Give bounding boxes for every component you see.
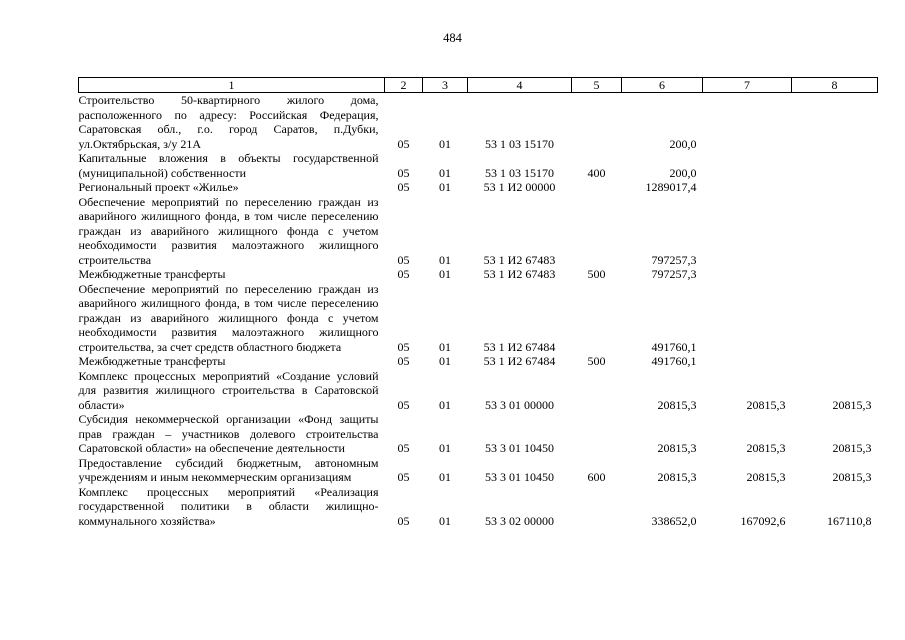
subsection-code: 01 [439, 441, 451, 455]
item-name: Обеспечение мероприятий по переселению граждан из аварийного жилищного фонда, в том числе переселению граждан из аварийного жилищного фонда с учетом необходимости развития малоэтажного жилищного строительства [78, 194, 379, 267]
target-article-code: 53 1 И2 67483 [483, 267, 556, 281]
section-code: 05 [397, 513, 410, 528]
column-header: 8 [792, 78, 878, 93]
amount-col7 [703, 180, 792, 195]
amount-col8: 20815,3 [832, 470, 872, 484]
amount-col8: 20815,3 [832, 441, 872, 455]
expense-type-code [572, 412, 622, 456]
budget-table [78, 77, 878, 528]
column-header: 7 [703, 78, 792, 93]
amount-col7: 20815,3 [746, 441, 786, 455]
table-header-row [79, 78, 878, 93]
section-code: 05 [397, 354, 410, 368]
target-article-code: 53 1 И2 67484 [483, 339, 556, 354]
section-code: 05 [397, 397, 410, 412]
expense-type-code [572, 93, 622, 152]
item-name: Комплекс процессных мероприятий «Реализация государственной политики в области жилищно-коммунального хозяйства» [78, 484, 379, 528]
amount-col6: 797257,3 [651, 267, 697, 281]
amount-col6: 200,0 [669, 165, 697, 180]
amount-col8 [792, 195, 878, 268]
item-name: Межбюджетные трансферты [78, 354, 226, 368]
section-code: 05 [397, 441, 410, 455]
expense-type-code [572, 282, 622, 355]
table-row [79, 195, 878, 268]
amount-col7: 167092,6 [740, 513, 786, 528]
section-code: 05 [397, 252, 410, 267]
section-code: 05 [397, 165, 410, 180]
column-header: 3 [423, 78, 468, 93]
table-row [79, 93, 878, 152]
target-article-code: 53 1 03 15170 [485, 136, 554, 151]
target-article-code: 53 3 01 00000 [485, 397, 554, 412]
subsection-code: 01 [439, 180, 451, 194]
amount-col8 [792, 180, 878, 195]
amount-col6: 20815,3 [657, 397, 697, 412]
amount-col6: 491760,1 [651, 354, 697, 368]
table-row [79, 412, 878, 456]
target-article-code: 53 3 02 00000 [485, 513, 554, 528]
amount-col7: 20815,3 [746, 470, 786, 484]
section-code: 05 [397, 180, 410, 194]
amount-col7: 20815,3 [746, 397, 786, 412]
section-code: 05 [397, 136, 410, 151]
item-name: Капитальные вложения в объекты государственной (муниципальной) собственности [78, 151, 379, 180]
expense-type-code: 500 [587, 267, 606, 281]
amount-col7 [703, 267, 792, 282]
expense-type-code: 500 [587, 354, 606, 368]
amount-col8: 167110,8 [826, 513, 872, 528]
column-header: 1 [79, 78, 385, 93]
expense-type-code [572, 180, 622, 195]
column-header: 2 [385, 78, 423, 93]
item-name: Строительство 50-квартирного жилого дома, расположенного по адресу: Российская Федерация, Саратовская обл., г.о. город Саратов, п.Дубки, ул.Октябрьская, з/у 21А [78, 93, 379, 151]
amount-col6: 797257,3 [651, 252, 697, 267]
section-code: 05 [397, 339, 410, 354]
page-number: 484 [443, 31, 462, 45]
target-article-code: 53 1 И2 67484 [483, 354, 556, 368]
amount-col7 [703, 93, 792, 152]
amount-col6: 338652,0 [651, 513, 697, 528]
table-row [79, 369, 878, 413]
subsection-code: 01 [439, 165, 451, 180]
expense-type-code: 600 [587, 470, 606, 484]
subsection-code: 01 [439, 339, 451, 354]
amount-col6: 1289017,4 [645, 180, 697, 194]
amount-col8 [792, 151, 878, 180]
amount-col6: 491760,1 [651, 339, 697, 354]
amount-col7 [703, 282, 792, 355]
amount-col8: 20815,3 [832, 397, 872, 412]
target-article-code: 53 3 01 10450 [485, 441, 554, 455]
target-article-code: 53 1 И2 00000 [483, 180, 556, 194]
amount-col7 [703, 354, 792, 369]
item-name: Региональный проект «Жилье» [78, 180, 239, 194]
table-row [79, 354, 878, 369]
amount-col6: 20815,3 [657, 470, 697, 484]
amount-col8 [792, 267, 878, 282]
subsection-code: 01 [439, 136, 451, 151]
column-header: 4 [468, 78, 572, 93]
section-code: 05 [397, 470, 410, 484]
item-name: Межбюджетные трансферты [78, 267, 226, 281]
item-name: Комплекс процессных мероприятий «Создание условий для развития жилищного строительства в Саратовской области» [78, 368, 379, 412]
table-row [79, 282, 878, 355]
table-row [79, 180, 878, 195]
expense-type-code [572, 369, 622, 413]
amount-col8 [792, 354, 878, 369]
subsection-code: 01 [439, 397, 451, 412]
item-name: Субсидия некоммерческой организации «Фонд защиты прав граждан – участников долевого строительства Саратовской области» на обеспечение деятельности [78, 412, 379, 455]
target-article-code: 53 1 И2 67483 [483, 252, 556, 267]
item-name: Предоставление субсидий бюджетным, автономным учреждениям и иным некоммерческим организациям [78, 455, 379, 484]
amount-col6: 20815,3 [657, 441, 697, 455]
table-row [79, 151, 878, 180]
table-row [79, 267, 878, 282]
expense-type-code [572, 485, 622, 529]
table-row [79, 456, 878, 485]
column-header: 5 [572, 78, 622, 93]
subsection-code: 01 [439, 354, 451, 368]
table-body [79, 93, 878, 529]
item-name: Обеспечение мероприятий по переселению граждан из аварийного жилищного фонда, в том числе переселению граждан из аварийного жилищного фонда с учетом необходимости развития малоэтажного жилищного строительства, за счет средств областного бюджета [78, 281, 379, 354]
target-article-code: 53 3 01 10450 [485, 470, 554, 484]
section-code: 05 [397, 267, 410, 281]
amount-col8 [792, 282, 878, 355]
subsection-code: 01 [439, 470, 451, 484]
amount-col6: 200,0 [669, 136, 697, 151]
table-row [79, 485, 878, 529]
subsection-code: 01 [439, 267, 451, 281]
expense-type-code [572, 195, 622, 268]
expense-type-code: 400 [587, 165, 606, 180]
amount-col7 [703, 195, 792, 268]
subsection-code: 01 [439, 513, 451, 528]
subsection-code: 01 [439, 252, 451, 267]
amount-col8 [792, 93, 878, 152]
target-article-code: 53 1 03 15170 [485, 165, 554, 180]
amount-col7 [703, 151, 792, 180]
column-header: 6 [622, 78, 703, 93]
